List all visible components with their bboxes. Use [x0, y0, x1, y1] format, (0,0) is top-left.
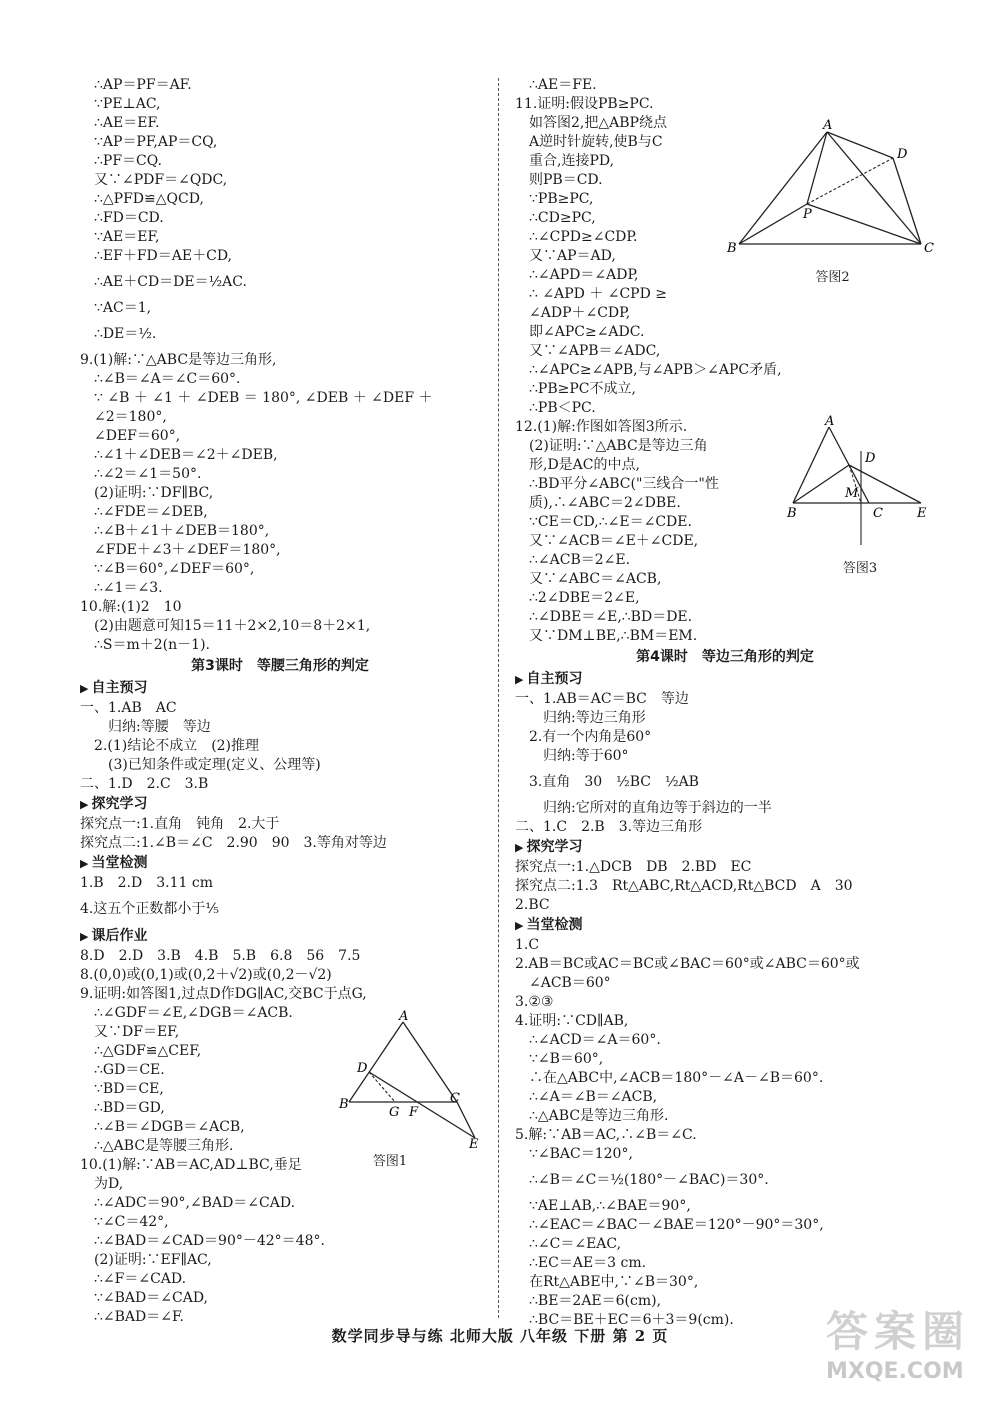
text-line: ∴PF＝CQ.: [94, 153, 162, 169]
text-line: ∵∠B＝60°,∠DEF＝60°,: [94, 561, 255, 577]
text-line: 探究点一:1.△DCB DB 2.BD EC: [515, 859, 752, 875]
fig1-label-d: D: [357, 1061, 368, 1076]
text-line: 5.解:∵AB＝AC,∴∠B＝∠C.: [515, 1127, 697, 1143]
text-line: ∵AP＝PF,AP＝CQ,: [94, 134, 218, 150]
text-line: ∴FD＝CD.: [94, 210, 164, 226]
fig1-label-c: C: [450, 1091, 460, 1106]
figure-2-caption: 答图2: [815, 270, 850, 285]
text-line: ∴∠B＝∠DGB＝∠ACB,: [94, 1119, 245, 1135]
text-line: 又∵∠PDF＝∠QDC,: [94, 172, 228, 188]
section-heading: ▶ 当堂检测: [515, 915, 935, 936]
text-line: 2.(1)结论不成立 (2)推理: [94, 738, 260, 754]
text-line: 1.B 2.D 3.11 cm: [80, 875, 213, 891]
text-line: ∠ADP＋∠CDP,: [529, 305, 631, 321]
watermark-logo: 答案圈: [825, 1307, 970, 1356]
text-line: 10.解:(1)2 10: [80, 599, 182, 615]
text-line: ∴∠B＝∠A＝∠C＝60°.: [94, 371, 241, 387]
text-line: ∴∠EAC＝∠BAC－∠BAE＝120°－90°＝30°,: [529, 1217, 824, 1233]
text-line: ∴∠CPD≥∠CDP.: [529, 229, 638, 245]
text-line: 探究点一:1.直角 钝角 2.大于: [80, 816, 280, 832]
fig1-label-b: B: [339, 1097, 349, 1112]
text-line: 2.BC: [515, 897, 550, 913]
text-line: 8.D 2.D 3.B 4.B 5.B 6.8 56 7.5: [80, 948, 361, 964]
text-line: 4.这五个正数都小于⅕: [80, 901, 219, 917]
text-line: 又∵DF＝EF,: [94, 1024, 180, 1040]
text-line: 归纳:等于60°: [543, 748, 629, 764]
figure-1: [335, 1010, 485, 1169]
text-line: ∵PE⊥AC,: [94, 96, 161, 112]
column-divider: [498, 78, 499, 1318]
section-heading: ▶ 探究学习: [80, 794, 480, 815]
text-line: 12.(1)解:作图如答图3所示.: [515, 419, 688, 435]
text-line: ∴∠1＝∠3.: [94, 580, 163, 596]
text-line: ∵CE＝CD,∴∠E＝∠CDE.: [529, 514, 692, 530]
text-line: 在Rt△ABE中,∵∠B＝30°,: [529, 1274, 699, 1290]
text-line: ∴PB＜PC.: [529, 400, 596, 416]
text-line: ∵BD＝CE,: [94, 1081, 164, 1097]
text-line: 10.(1)解:∵AB＝AC,AD⊥BC,垂足: [80, 1157, 302, 1173]
fig1-label-e: E: [469, 1137, 479, 1150]
fig1-label-f: F: [409, 1105, 419, 1120]
text-line: 归纳:等腰 等边: [108, 719, 211, 735]
text-line: ∴AP＝PF＝AF.: [94, 77, 192, 93]
text-line: ∴∠C＝∠EAC,: [529, 1236, 622, 1252]
text-line: ∴BC＝BE＋EC＝6＋3＝9(cm).: [529, 1312, 734, 1328]
text-line: 则PB＝CD.: [529, 172, 603, 188]
text-line: ∠2＝180°,: [94, 409, 167, 425]
text-line: ∴△ABC是等边三角形.: [529, 1108, 669, 1124]
text-line: 探究点二:1.3 Rt△ABC,Rt△ACD,Rt△BCD A 30: [515, 878, 853, 894]
text-line: 重合,连接PD,: [529, 153, 615, 169]
text-line: ∴DE＝½.: [94, 326, 157, 342]
text-line: ∵∠B＝60°,: [529, 1051, 604, 1067]
text-line: ∴∠ACD＝∠A＝60°.: [529, 1032, 661, 1048]
text-line: 8.(0,0)或(0,1)或(0,2＋√2)或(0,2－√2): [80, 967, 332, 983]
text-line: 1.C: [515, 937, 540, 953]
text-line: ∴∠ACB＝2∠E.: [529, 552, 631, 568]
text-line: 即∠APC≥∠ADC.: [529, 324, 645, 340]
text-line: 又∵∠ABC＝∠ACB,: [529, 571, 662, 587]
text-line: 9.(1)解:∵△ABC是等边三角形,: [80, 352, 277, 368]
text-line: 2.有一个内角是60°: [529, 729, 652, 745]
text-line: ∴S＝m＋2(n－1).: [94, 637, 210, 653]
text-line: 又∵AP＝AD,: [529, 248, 616, 264]
fig3-label-m: M: [845, 486, 859, 501]
text-line: ∵∠C＝42°,: [94, 1214, 169, 1230]
text-line: ∴∠B＝∠C＝½(180°－∠BAC)＝30°.: [529, 1172, 769, 1188]
figure-3: [785, 415, 935, 576]
text-line: ∴△ABC是等腰三角形.: [94, 1138, 234, 1154]
text-line: ∵AE⊥AB,∴∠BAE＝90°,: [529, 1198, 691, 1214]
fig2-label-c: C: [924, 241, 934, 256]
text-line: ∴EF＋FD＝AE＋CD,: [94, 248, 232, 264]
figure-3-caption: 答图3: [842, 561, 878, 576]
text-line: (2)证明:∵EF∥AC,: [94, 1252, 212, 1268]
text-line: 又∵∠APB＝∠ADC,: [529, 343, 661, 359]
text-line: ∴∠FDE＝∠DEB,: [94, 504, 208, 520]
text-line: 二、1.D 2.C 3.B: [80, 776, 209, 792]
text-line: 一、1.AB AC: [80, 700, 177, 716]
text-line: ∴AE＋CD＝DE＝½AC.: [94, 274, 247, 290]
text-line: ∴GD＝CE.: [94, 1062, 165, 1078]
text-line: 质),∴∠ABC＝2∠DBE.: [529, 495, 681, 511]
text-line: 为D,: [94, 1176, 124, 1192]
text-line: 一、1.AB＝AC＝BC 等边: [515, 691, 689, 707]
lesson-heading: 第4课时 等边三角形的判定: [636, 649, 814, 665]
text-line: ∴∠B＋∠1＋∠DEB＝180°,: [94, 523, 270, 539]
fig3-label-e: E: [917, 506, 927, 521]
text-line: (2)由题意可知15＝11＋2×2,10＝8＋2×1,: [94, 618, 371, 634]
fig3-label-a: A: [825, 415, 835, 429]
text-line: ∴CD≥PC,: [529, 210, 596, 226]
fig3-label-b: B: [787, 506, 797, 521]
text-line: 二、1.C 2.B 3.等边三角形: [515, 819, 703, 835]
text-line: ∴∠APD＝∠ADP,: [529, 267, 639, 283]
text-line: 归纳:它所对的直角边等于斜边的一半: [543, 800, 772, 816]
figure-2: [725, 118, 940, 285]
section-heading: ▶ 自主预习: [80, 678, 480, 699]
fig3-label-d: D: [865, 451, 876, 466]
text-line: ∴∠F＝∠CAD.: [94, 1271, 187, 1287]
text-line: ∴∠BAD＝∠CAD＝90°－42°＝48°.: [94, 1233, 325, 1249]
page-footer: 数学同步导与练 北师大版 八年级 下册 第 2 页: [331, 1327, 669, 1345]
text-line: (2)证明:∵△ABC是等边三角: [529, 438, 708, 454]
text-line: ∴ ∠APD ＋ ∠CPD ≥: [529, 286, 668, 302]
watermark: [826, 1299, 970, 1384]
text-line: ∴PB≥PC不成立,: [529, 381, 636, 397]
text-line: 9.证明:如答图1,过点D作DG∥AC,交BC于点G,: [80, 986, 367, 1002]
text-line: (3)已知条件或定理(定义、公理等): [108, 757, 321, 773]
figure-1-caption: 答图1: [372, 1154, 408, 1169]
text-line: ∠ACB＝60°: [529, 975, 611, 991]
text-line: ∵ ∠B ＋ ∠1 ＋ ∠DEB ＝ 180°, ∠DEB ＋ ∠DEF ＋: [94, 390, 433, 406]
text-line: ∴2∠DBE＝2∠E,: [529, 590, 640, 606]
text-line: 4.证明:∵CD∥AB,: [515, 1013, 629, 1029]
text-line: ∴BD＝GD,: [94, 1100, 165, 1116]
text-line: ∴AE＝EF.: [94, 115, 160, 131]
fig2-label-p: P: [803, 207, 812, 222]
text-line: ∠FDE＋∠3＋∠DEF＝180°,: [94, 542, 281, 558]
section-heading: ▶ 当堂检测: [80, 853, 480, 874]
text-line: ∴∠GDF＝∠E,∠DGB＝∠ACB.: [94, 1005, 293, 1021]
text-line: ∴∠ADC＝90°,∠BAD＝∠CAD.: [94, 1195, 296, 1211]
text-line: 3.②③: [515, 994, 554, 1010]
text-line: ∴AE＝FE.: [529, 77, 597, 93]
text-line: ∴EC＝AE＝3 cm.: [529, 1255, 647, 1271]
text-line: ∴△PFD≌△QCD,: [94, 191, 204, 207]
text-line: ∴∠APC≥∠APB,与∠APB＞∠APC矛盾,: [529, 362, 782, 378]
text-line: 形,D是AC的中点,: [529, 457, 640, 473]
text-line: A逆时针旋转,使B与C: [529, 134, 663, 150]
fig1-label-a: A: [399, 1010, 409, 1024]
text-line: ∴∠DBE＝∠E,∴BD＝DE.: [529, 609, 693, 625]
fig2-label-d: D: [897, 147, 908, 162]
text-line: ∵∠BAD＝∠CAD,: [94, 1290, 208, 1306]
text-line: ∴∠A＝∠B＝∠ACB,: [529, 1089, 658, 1105]
text-line: 3.直角 30 ½BC ½AB: [529, 774, 699, 790]
fig2-label-b: B: [727, 241, 737, 256]
text-line: ∴△GDF≌△CEF,: [94, 1043, 202, 1059]
text-line: ∵AC＝1,: [94, 300, 152, 316]
text-line: 又∵∠ACB＝∠E＋∠CDE,: [529, 533, 699, 549]
text-line: ∴BE＝2AE＝6(cm),: [529, 1293, 662, 1309]
fig3-label-c: C: [873, 506, 883, 521]
text-line: 归纳:等边三角形: [543, 710, 646, 726]
text-line: 如答图2,把△ABP绕点: [529, 115, 667, 131]
text-line: 探究点二:1.∠B＝∠C 2.90 90 3.等角对等边: [80, 835, 387, 851]
text-line: ∴∠2＝∠1＝50°.: [94, 466, 202, 482]
text-line: ∴∠1＋∠DEB＝∠2＋∠DEB,: [94, 447, 278, 463]
text-line: ∴在△ABC中,∠ACB＝180°－∠A－∠B＝60°.: [529, 1070, 824, 1086]
lesson-heading: 第3课时 等腰三角形的判定: [191, 658, 369, 674]
text-line: 又∵DM⊥BE,∴BM＝EM.: [529, 628, 698, 644]
text-line: ∴BD平分∠ABC("三线合一"性: [529, 476, 719, 492]
text-line: ∵PB≥PC,: [529, 191, 594, 207]
text-line: ∠DEF＝60°,: [94, 428, 181, 444]
section-heading: ▶ 探究学习: [515, 837, 935, 858]
text-line: ∴∠BAD＝∠F.: [94, 1309, 184, 1325]
watermark-url: MXQE.COM: [825, 1359, 964, 1384]
text-line: 2.AB＝BC或AC＝BC或∠BAC＝60°或∠ABC＝60°或: [515, 956, 860, 972]
section-heading: ▶ 课后作业: [80, 926, 480, 947]
text-line: ∵AE＝EF,: [94, 229, 160, 245]
section-heading: ▶ 自主预习: [515, 669, 935, 690]
text-line: 11.证明:假设PB≥PC.: [515, 96, 654, 112]
text-line: ∵∠BAC＝120°,: [529, 1146, 633, 1162]
fig1-label-g: G: [389, 1105, 400, 1120]
text-line: (2)证明:∵DF∥BC,: [94, 485, 214, 501]
fig2-label-a: A: [823, 118, 833, 133]
